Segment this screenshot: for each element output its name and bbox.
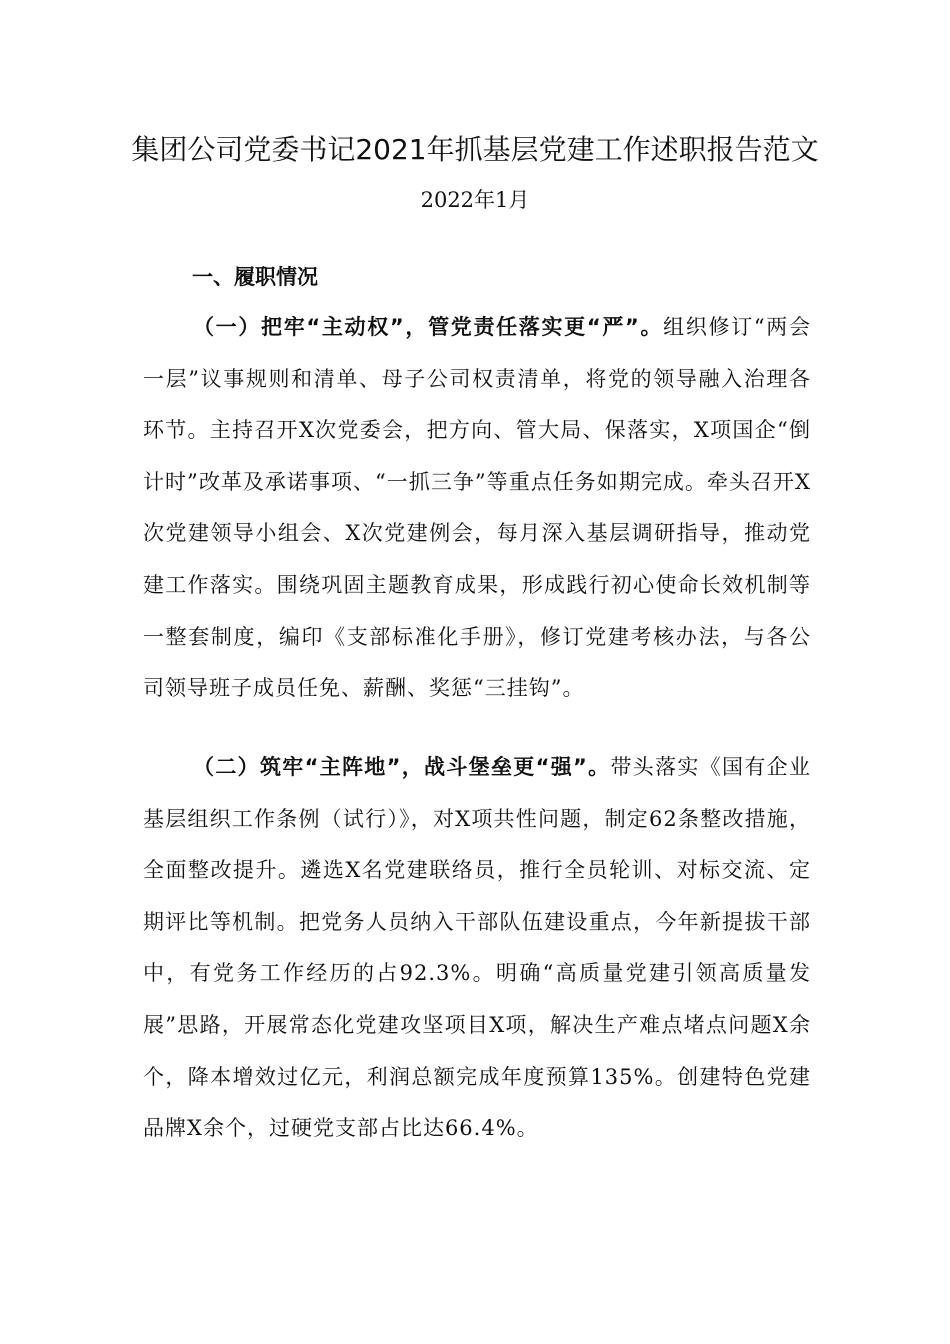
paragraph-2-body: 带头落实《国有企业基层组织工作条例（试行）》，对X项共性问题，制定62条整改措施，全面整改提升。遴选X名党建联络员，推行全员轮训、对标交流、定期评比等机制。把党务人员纳入干部队伍建设重点，今年新提拔干部中，有党务工作经历的占92.3%。明确“高质量党建引领高质量发展”思路，开展常态化党建攻坚项目X项，解决生产难点堵点问题X余个，降本增效过亿元，利润总额完成年度预算135%。创建特色党建品牌X余个，过硬党支部占比达66.4%。 [143,755,811,1141]
paragraph-1-body: 组织修订“两会一层”议事规则和清单、母子公司权责清单，将党的领导融入治理各环节。主持召开X次党委会，把方向、管大局、保落实，X项国企“倒计时”改革及承诺事项、“一抓三争”等重点任务如期完成。牵头召开X次党建领导小组会、X次党建例会，每月深入基层调研指导，推动党建工作落实。围绕巩固主题教育成果，形成践行初心使命长效机制等一整套制度，编印《支部标准化手册》，修订党建考核办法，与各公司领导班子成员任免、薪酬、奖惩“三挂钩”。 [143,315,811,701]
document-date: 2022年1月 [420,188,530,212]
section-heading: 一、履职情况 [192,265,318,289]
paragraph-1 [143,302,811,715]
document-title: 集团公司党委书记2021年抓基层党建工作述职报告范文 [131,133,819,166]
paragraph-1-lead: （一）把牢“主动权”，管党责任落实更“严”。 [193,315,664,339]
paragraph-2-lead: （二）筑牢“主阵地”，战斗堡垒更“强”。 [193,755,611,779]
paragraph-2 [143,742,811,1155]
